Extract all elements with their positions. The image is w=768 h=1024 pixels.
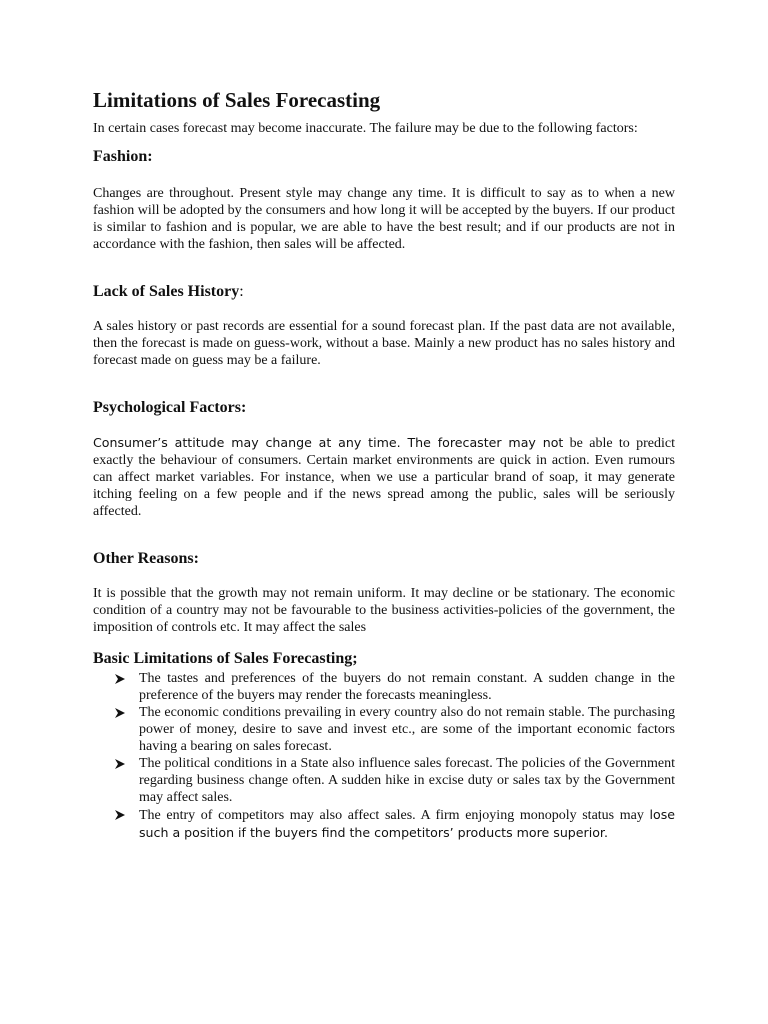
arrowhead-bullet-icon xyxy=(115,759,125,769)
list-item xyxy=(93,704,675,755)
list-item xyxy=(93,755,675,806)
intro-paragraph: In certain cases forecast may become inaccurate. The failure may be due to the following factors: xyxy=(93,121,638,136)
list-item xyxy=(93,806,675,842)
list-item-text: The entry of competitors may also affect sales. A firm enjoying monopoly status may xyxy=(139,808,650,823)
arrowhead-bullet-icon xyxy=(115,810,125,820)
section-body-other-reasons: It is possible that the growth may not remain uniform. It may decline or be stationary. The economic condition of a country may not be favourable to the business activities-policies of the government, the imposition of controls etc. It may affect the sales xyxy=(93,586,675,635)
section-heading-sales-history-colon: : xyxy=(239,283,244,300)
arrowhead-bullet-icon xyxy=(115,708,125,718)
section-heading-other-reasons: Other Reasons: xyxy=(93,550,199,567)
section-heading-basic-limitations: Basic Limitations of Sales Forecasting; xyxy=(93,650,358,667)
section-heading-psychological: Psychological Factors: xyxy=(93,399,247,416)
section-body-psychological-lead: Consumer’s attitude may change at any time. The forecaster may not xyxy=(93,435,564,450)
section-heading-fashion: Fashion: xyxy=(93,148,153,165)
list-item-text: The political conditions in a State also influence sales forecast. The policies of the Government regarding business change often. A sudden hike in excise duty or sales tax by the Government may affect sales. xyxy=(139,756,675,805)
section-body-psychological xyxy=(93,434,675,520)
page-title: Limitations of Sales Forecasting xyxy=(93,88,381,112)
list-item xyxy=(93,670,675,704)
basic-limitations-list xyxy=(93,670,675,842)
section-body-psychological-rest: be able to predict exactly the behaviour of consumers. Certain market environments are quick in action. Even rumours can affect market variables. For instance, when we use a particular brand of soap, it may generate itching feeling on a few people and if the news spread among the public, sales will be seriously affected. xyxy=(93,436,675,519)
section-heading-sales-history-text: Lack of Sales History xyxy=(93,283,240,300)
document-body xyxy=(93,86,675,842)
section-body-sales-history: A sales history or past records are essential for a sound forecast plan. If the past data are not available, then the forecast is made on guess-work, without a base. Mainly a new product has no sales history and forecast made on guess may be a failure. xyxy=(93,319,675,368)
list-item-text-tail: lose such a position if the buyers find the competitors’ products more superior. xyxy=(139,807,675,840)
section-body-fashion: Changes are throughout. Present style may change any time. It is difficult to say as to when a new fashion will be adopted by the consumers and how long it will be accepted by the buyers. If our product is similar to fashion and is popular, we are able to have the best result; and if our products are not in accordance with the fashion, then sales will be affected. xyxy=(93,186,675,252)
section-heading-sales-history xyxy=(93,281,675,303)
list-item-text: The tastes and preferences of the buyers do not remain constant. A sudden change in the preference of the buyers may render the forecasts meaningless. xyxy=(139,671,675,703)
list-item-text: The economic conditions prevailing in every country also do not remain stable. The purchasing power of money, desire to save and invest etc., are some of the important economic factors having a bearing on sales forecast. xyxy=(139,705,675,754)
arrowhead-bullet-icon xyxy=(115,674,125,684)
